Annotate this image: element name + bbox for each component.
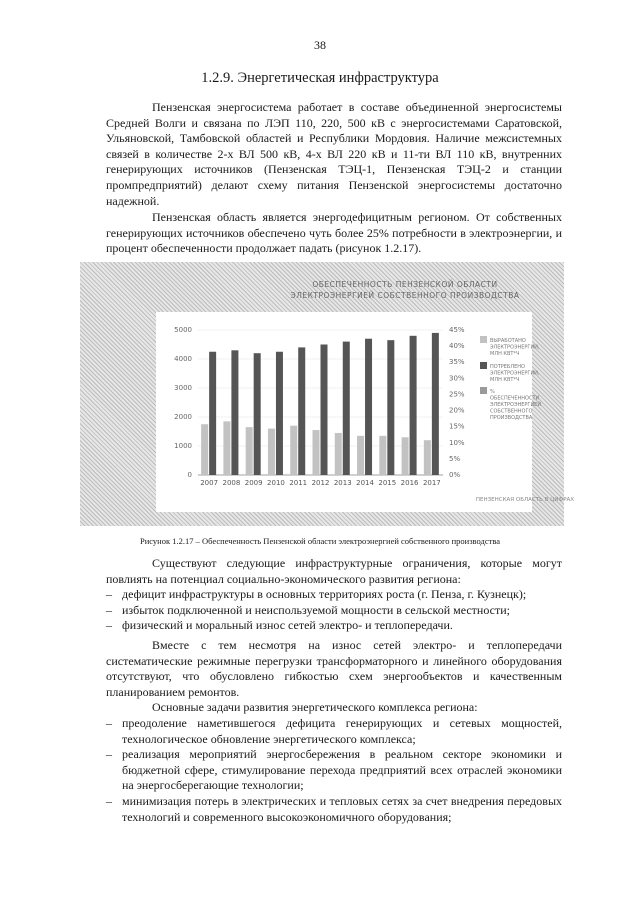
- legend-label: ЭЛЕКТРОЭНЕРГИИ,: [490, 344, 540, 351]
- paragraph-constraints: Существуют следующие инфраструктурные ограничения, которые могут повлиять на потенциал социально-экономического развития региона:: [106, 556, 562, 586]
- x-tick-label: 2014: [356, 479, 374, 487]
- legend-swatch: [480, 387, 487, 394]
- bar-generated-2009: [246, 427, 253, 475]
- list-item: – преодоление наметившегося дефицита генерирующих и сетевых мощностей, технологическое обновление энергетического комплекса;: [106, 716, 562, 747]
- x-tick-label: 2010: [267, 479, 285, 487]
- legend-label: ОБЕСПЕЧЕННОСТИ: [490, 395, 540, 402]
- y-tick-label-right: 15%: [449, 422, 465, 431]
- y-tick-label-right: 45%: [449, 326, 465, 334]
- legend-label: ВЫРАБОТАНО: [490, 338, 526, 344]
- y-tick-label-right: 35%: [449, 358, 465, 367]
- bar-consumed-2016: [410, 336, 417, 475]
- y-tick-label-left: 5000: [174, 326, 192, 334]
- y-tick-label-right: 25%: [449, 390, 465, 399]
- y-tick-label-right: 5%: [449, 454, 461, 463]
- bar-consumed-2011: [298, 347, 305, 475]
- x-tick-label: 2016: [400, 479, 419, 487]
- legend-label: ЭЛЕКТРОЭНЕРГИЕЙ: [490, 402, 542, 408]
- paragraph-network-load: Вместе с тем несмотря на износ сетей электро- и теплопередачи систематические режимные перегрузки трансформаторного и линейного оборудования отсутствуют, что обусловлено гибкостью схем энергообъектов и качественным планированием ремонтов.: [106, 638, 562, 699]
- bar-consumed-2010: [276, 352, 283, 475]
- bar-generated-2011: [290, 426, 297, 475]
- x-tick-label: 2007: [200, 479, 219, 487]
- legend-label: %: [490, 389, 495, 395]
- y-tick-label-right: 0%: [449, 471, 461, 479]
- bar-consumed-2007: [209, 352, 216, 475]
- legend-swatch: [480, 362, 487, 369]
- bar-generated-2012: [313, 430, 320, 475]
- bar-consumed-2017: [432, 333, 439, 475]
- y-tick-label-left: 3000: [174, 384, 192, 392]
- bar-consumed-2014: [365, 339, 372, 475]
- x-tick-label: 2009: [244, 479, 263, 487]
- paragraph-energy-deficit: Пензенская область является энергодефицитным регионом. От собственных генерирующих источников обеспечено чуть более 25% потребности в электроэнергии, и процент обеспеченности продолжает падать (рисунок 1.2.17).: [106, 210, 562, 256]
- x-tick-label: 2012: [311, 479, 330, 487]
- bar-consumed-2015: [387, 340, 394, 475]
- y-tick-label-right: 10%: [449, 438, 465, 447]
- y-tick-label-right: 40%: [449, 342, 465, 351]
- list-item: – реализация мероприятий энергосбережения в реальном секторе экономики и бюджетной сфере, стимулирование перехода предприятий всех отраслей экономики на энергосберегающие технологии;: [106, 747, 562, 794]
- bar-generated-2016: [402, 437, 409, 475]
- list-item: – минимизация потерь в электрических и тепловых сетях за счет внедрения передовых технологий и современного высокоэкономичного оборудования;: [106, 794, 562, 825]
- y-tick-label-right: 30%: [449, 374, 465, 383]
- page-number: 38: [314, 38, 326, 52]
- bar-generated-2015: [379, 436, 386, 475]
- paragraph-energy-system: Пензенская энергосистема работает в составе объединенной энергосистемы Средней Волги и связана по ЛЭП 110, 220, 500 кВ с энергосистемами Саратовской, Ульяновской, Тамбовской областей и Республики Мордовия. Наличие межсистемных связей в количестве 2-х ВЛ 500 кВ, 4-х ВЛ 220 кВ и 11-ти ВЛ 110 кВ, внутренних генерирующих источников (Пензенская ТЭЦ-1, Пензенская ТЭЦ-2 и станции промпредприятий) делают схему питания Пензенской энергосистемы достаточно надежной.: [106, 100, 562, 208]
- y-tick-label-left: 1000: [174, 442, 192, 450]
- bar-generated-2013: [335, 433, 342, 475]
- legend-label: ПРОИЗВОДСТВА: [490, 415, 533, 421]
- y-tick-label-left: 4000: [174, 355, 192, 363]
- x-tick-label: 2008: [222, 479, 241, 487]
- bar-generated-2008: [223, 421, 230, 475]
- legend-label: МЛН КВТ*Ч: [490, 377, 520, 383]
- bar-consumed-2013: [343, 342, 350, 475]
- list-item: – физический и моральный износ сетей электро- и теплопередачи.: [106, 618, 562, 634]
- x-tick-label: 2015: [378, 479, 397, 487]
- x-tick-label: 2017: [422, 479, 441, 487]
- legend-label: МЛН КВТ*Ч: [490, 351, 520, 357]
- y-tick-label-left: 2000: [174, 413, 192, 421]
- chart-svg: [80, 262, 575, 526]
- legend-label: ЭЛЕКТРОЭНЕРГИИ,: [490, 370, 540, 377]
- chart-title-line1: ОБЕСПЕЧЕННОСТЬ ПЕНЗЕНСКОЙ ОБЛАСТИ: [312, 280, 498, 289]
- legend-label: СОБСТВЕННОГО: [490, 408, 533, 415]
- legend-swatch: [480, 336, 487, 343]
- chart-title-line2: ЭЛЕКТРОЭНЕРГИЕЙ СОБСТВЕННОГО ПРОИЗВОДСТВА: [290, 291, 520, 300]
- y-tick-label-left: 0: [187, 471, 192, 479]
- list-tasks: [106, 716, 562, 825]
- figure-caption: Рисунок 1.2.17 – Обеспеченность Пензенской области электроэнергией собственного производства: [140, 536, 500, 546]
- figure-energy-chart: [80, 262, 575, 526]
- bar-consumed-2008: [231, 350, 238, 475]
- legend-label: ПОТРЕБЛЕНО: [490, 364, 525, 370]
- chart-source-note: ПЕНЗЕНСКАЯ ОБЛАСТЬ В ЦИФРАХ: [475, 497, 575, 503]
- x-tick-label: 2011: [289, 479, 308, 487]
- bar-consumed-2012: [321, 345, 328, 476]
- x-tick-label: 2013: [333, 479, 352, 487]
- bar-consumed-2009: [254, 353, 261, 475]
- bar-generated-2017: [424, 440, 431, 475]
- bar-generated-2007: [201, 424, 208, 475]
- paragraph-tasks-intro: Основные задачи развития энергетического комплекса региона:: [152, 700, 478, 714]
- bar-generated-2010: [268, 429, 275, 475]
- list-constraints: [106, 587, 562, 634]
- section-heading: 1.2.9. Энергетическая инфраструктура: [201, 70, 439, 86]
- y-tick-label-right: 20%: [449, 406, 465, 415]
- list-item: – избыток подключенной и неиспользуемой мощности в сельской местности;: [106, 603, 562, 619]
- bar-generated-2014: [357, 436, 364, 475]
- list-item: – дефицит инфраструктуры в основных территориях роста (г. Пенза, г. Кузнецк);: [106, 587, 562, 603]
